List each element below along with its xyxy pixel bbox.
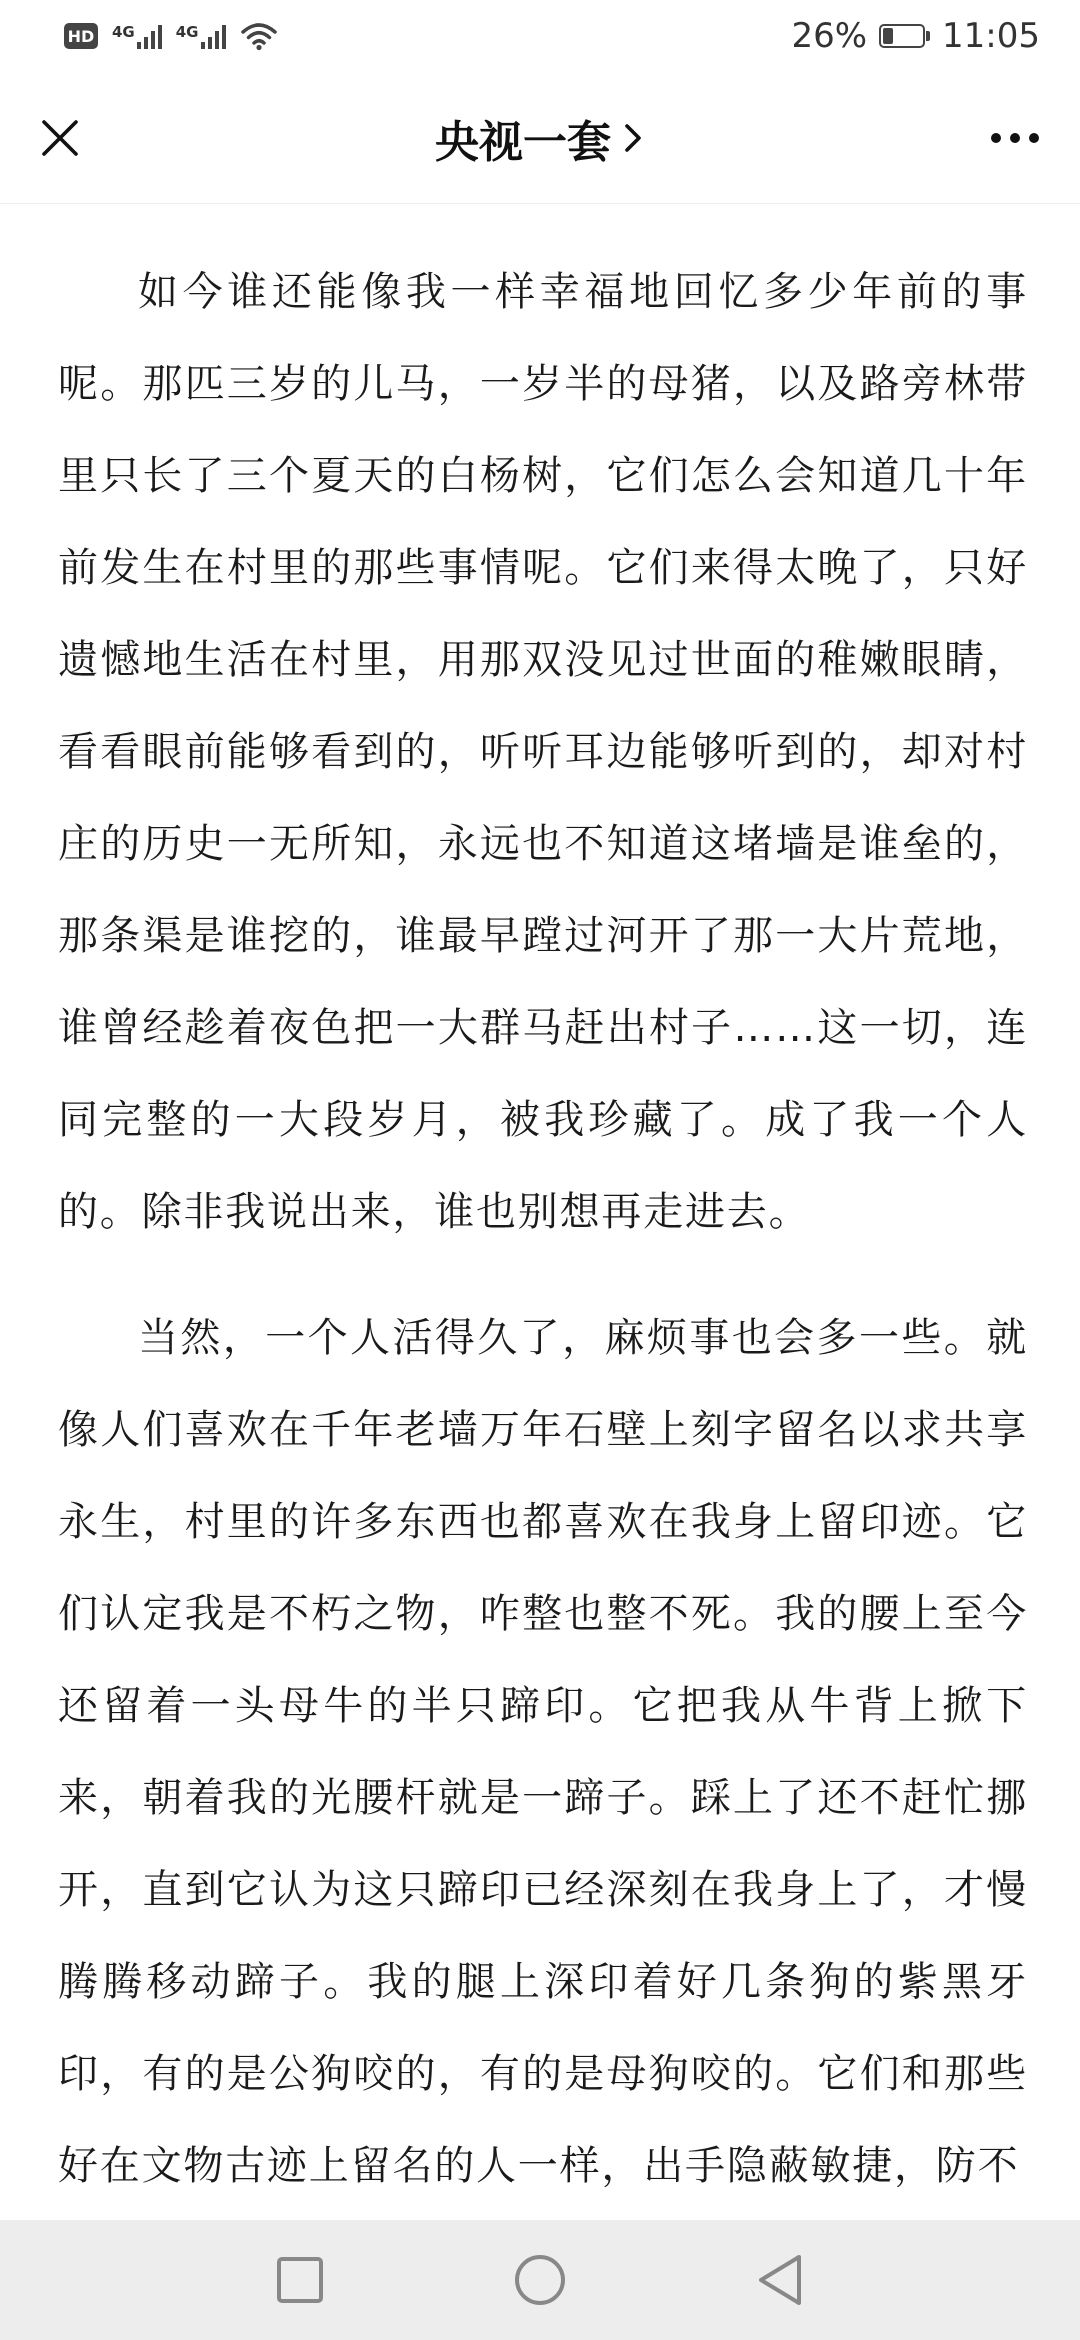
home-button[interactable] <box>500 2240 580 2320</box>
chevron-right-icon <box>621 120 645 156</box>
article-body <box>58 246 1028 2216</box>
status-left <box>64 21 278 51</box>
battery-percent: 26% <box>791 16 868 56</box>
hd-icon: HD <box>64 23 98 49</box>
article-paragraph: 如今谁还能像我一样幸福地回忆多少年前的事呢。那匹三岁的儿马，一岁半的母猪，以及路旁林带里只长了三个夏天的白杨树，它们怎么会知道几十年前发生在村里的那些事情呢。它们来得太晚了，只好遗憾地生活在村里，用那双没见过世面的稚嫩眼睛，看看眼前能够看到的，听听耳边能够听到的，却对村庄的历史一无所知，永远也不知道这堵墙是谁垒的，那条渠是谁挖的，谁最早蹚过河开了那一大片荒地，谁曾经趁着夜色把一大群马赶出村子……这一切，连同完整的一大段岁月，被我珍藏了。成了我一个人的。除非我说出来，谁也别想再走进去。 <box>58 269 1028 1235</box>
more-dot <box>1029 133 1039 143</box>
more-dot <box>991 133 1001 143</box>
network-type-label: 4G <box>175 23 199 41</box>
back-button[interactable] <box>740 2240 820 2320</box>
clock-time: 11:05 <box>942 16 1040 56</box>
more-dot <box>1010 133 1020 143</box>
triangle-back-icon <box>755 2253 805 2307</box>
status-right <box>791 16 1040 56</box>
wifi-icon <box>240 21 278 51</box>
more-button[interactable] <box>980 106 1050 170</box>
system-nav-bar <box>0 2220 1080 2340</box>
title-bar <box>0 72 1080 204</box>
battery-icon <box>879 24 930 48</box>
circle-home-icon <box>513 2253 567 2307</box>
signal-bars-icon <box>201 23 226 49</box>
status-bar <box>0 0 1080 72</box>
recent-apps-button[interactable] <box>260 2240 340 2320</box>
page-title-text: 央视一套 <box>435 117 611 168</box>
network-type-label: 4G <box>112 23 135 41</box>
battery-fill <box>883 28 893 44</box>
signal-group-1 <box>112 23 162 49</box>
article-paragraph: 当然，一个人活得久了，麻烦事也会多一些。就像人们喜欢在千年老墙万年石壁上刻字留名以求共享永生，村里的许多东西也都喜欢在我身上留印迹。它们认定我是不朽之物，咋整也整不死。我的腰上至今还留着一头母牛的半只蹄印。它把我从牛背上掀下来，朝着我的光腰杆就是一蹄子。踩上了还不赶忙挪开，直到它认为这只蹄印已经深刻在我身上了，才慢腾腾移动蹄子。我的腿上深印着好几条狗的紫黑牙印，有的是公狗咬的，有的是母狗咬的。它们和那些好在文物古迹上留名的人一样，出手隐蔽敏捷，防不 <box>58 1315 1028 2189</box>
square-recent-icon <box>276 2256 324 2304</box>
signal-bars-icon <box>137 23 162 49</box>
page-title[interactable] <box>0 106 1080 170</box>
signal-group-2 <box>176 23 226 49</box>
